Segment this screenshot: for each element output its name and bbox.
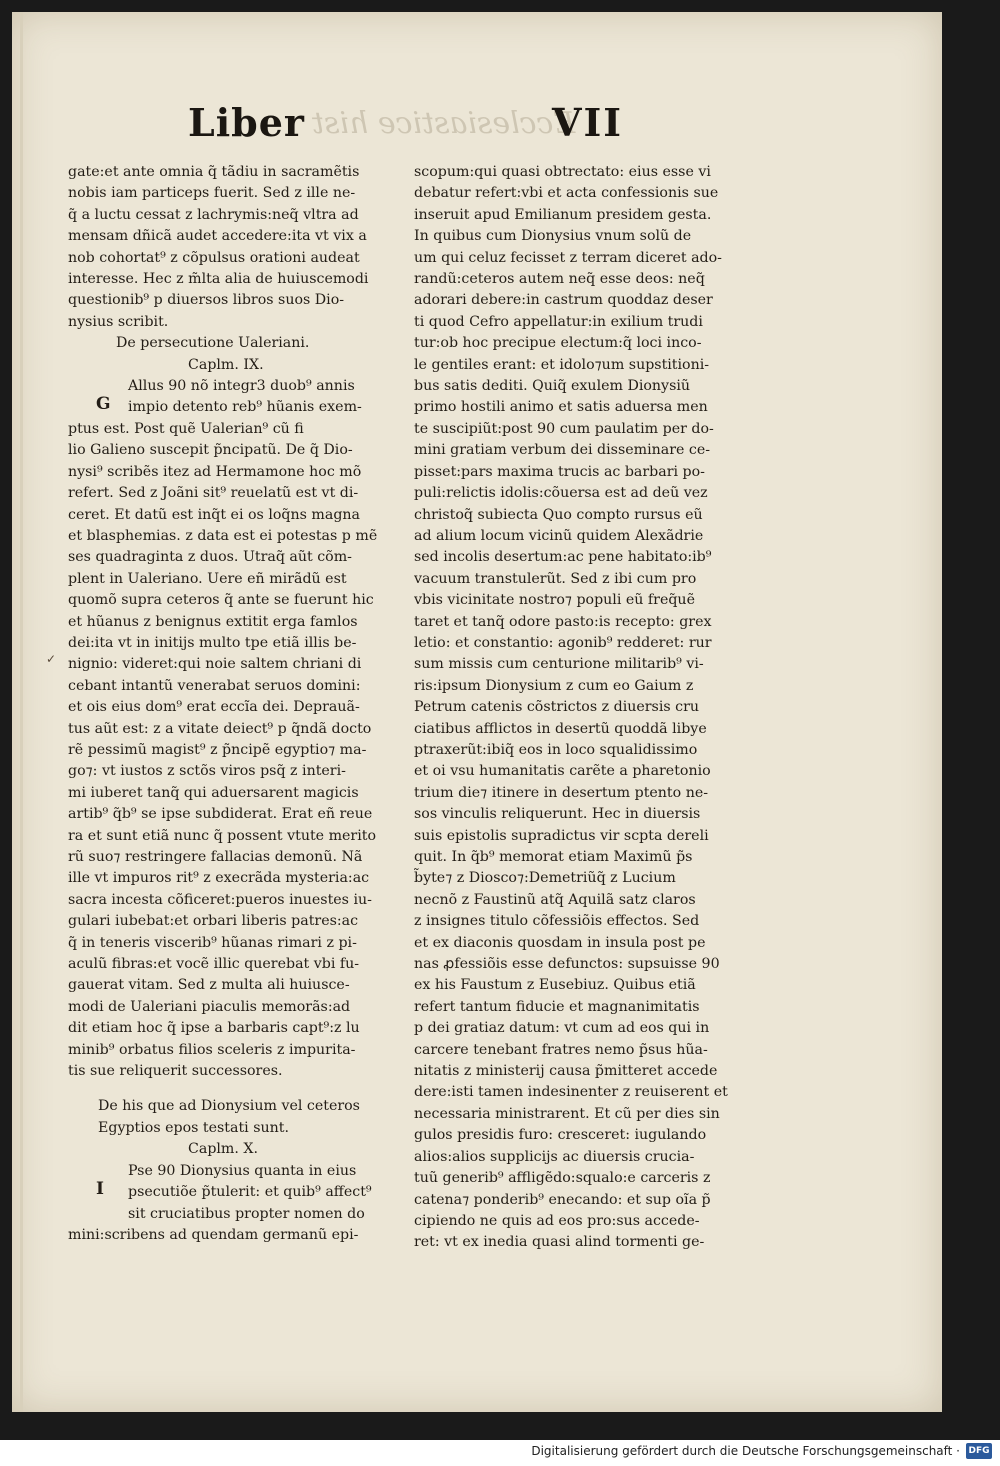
- footer-band: [0, 1440, 1000, 1466]
- text-line: ceret. Et datũ est inq̃t ei os loq̃ns magna: [68, 506, 361, 523]
- text-line: nignio: videret:qui noie saltem chriani di: [68, 656, 362, 673]
- text-line: rẽ pessimũ magist⁹ z p̃ncipẽ egyptio⁊ ma-: [68, 741, 367, 758]
- funding-credit: Digitalisierung gefördert durch die Deutsche Forschungsgemeinschaft ·: [531, 1444, 960, 1458]
- text-line: suis epistolis supradictus vir scpta dereli: [414, 827, 709, 844]
- text-line: Petrum catenis cõstrictos z diuersis cru: [414, 699, 700, 716]
- text-line: taret et tanq̃ odore pasto:is recepto: grex: [414, 613, 712, 630]
- section-heading-valerian: De persecutione Ualeriani.: [116, 335, 310, 352]
- book-page: [12, 12, 942, 1412]
- dfg-logo-icon: DFG: [966, 1443, 992, 1459]
- text-line: ret: vt ex inedia quasi alind tormenti ge-: [414, 1234, 705, 1251]
- text-line: ad alium locum vicinũ quidem Alexãdrie: [414, 527, 704, 544]
- text-line: mensam dñicã audet accedere:ita vt vix a: [68, 228, 367, 245]
- text-line: ciatibus afflictos in desertũ quoddã libye: [414, 720, 707, 737]
- text-line: puli:relictis idolis:cõuersa est ad deũ vez: [414, 485, 708, 502]
- text-line: adorari debere:in castrum quoddaz deser: [414, 292, 713, 309]
- text-line: pisset:pars maxima trucis ac barbari po-: [414, 463, 705, 480]
- show-through-ghost-text: Ecclesiastice hist: [312, 106, 576, 141]
- text-line: nitatis z ministerij causa p̃mitteret accede: [414, 1063, 718, 1080]
- text-line: sum missis cum centurione militarib⁹ vi-: [414, 656, 704, 673]
- chapter-label-ix: Caplm. IX.: [188, 356, 264, 373]
- text-line: quit. In q̃b⁹ memorat etiam Maximũ p̃s: [414, 849, 693, 865]
- text-line: psecutiõe p̃tulerit: et quib⁹ affect⁹: [128, 1184, 372, 1201]
- text-line: sacra incesta cõficeret:pueros inuestes iu-: [68, 891, 372, 908]
- chapter-label-x: Caplm. X.: [188, 1141, 259, 1158]
- text-line: necessaria ministrarent. Et cũ per dies sin: [414, 1105, 720, 1122]
- text-line: b̃yte⁊ z Diosco⁊:Demetriũq̃ z Lucium: [414, 870, 676, 887]
- running-head-right: VII: [552, 100, 624, 145]
- drop-initial-letter: G: [96, 394, 111, 415]
- text-line: nysi⁹ scribẽs itez ad Hermamone hoc mõ: [68, 463, 362, 480]
- text-line: sed incolis desertum:ac pene habitato:ib⁹: [414, 549, 712, 566]
- text-line: mini:scribens ad quendam germanũ epi-: [68, 1226, 359, 1243]
- text-line: artib⁹ q̃b⁹ se ipse subdiderat. Erat eñ reue: [68, 806, 373, 823]
- text-line: primo hostili animo et satis aduersa men: [414, 399, 708, 416]
- text-line: necnõ z Faustinũ atq̃ Aquilã satz claros: [414, 891, 696, 908]
- text-line: cebant intantũ venerabat seruos domini:: [68, 677, 361, 694]
- text-line: mi iuberet tanq̃ qui aduersarent magicis: [68, 784, 359, 801]
- text-line: mini gratiam verbum dei disseminare ce-: [414, 442, 711, 459]
- text-line: refert tantum fiducie et magnanimitatis: [414, 998, 700, 1015]
- text-line: questionib⁹ p diuersos libros suos Dio-: [68, 292, 345, 309]
- text-line: ptus est. Post quẽ Ualerian⁹ cũ fi: [68, 420, 304, 437]
- text-line: sit cruciatibus propter nomen do: [128, 1205, 365, 1222]
- text-line: ti quod Cefro appellatur:in exilium trudi: [414, 313, 703, 330]
- margin-mark: ✓: [46, 652, 57, 666]
- page-gutter: [20, 12, 23, 1412]
- text-line: ille vt impuros rit⁹ z execrãda mysteria:ac: [68, 870, 370, 887]
- text-line: tis sue reliquerit successores.: [68, 1063, 283, 1080]
- text-line: scopum:qui quasi obtrectato: eius esse vi: [414, 164, 711, 180]
- right-column: [414, 162, 754, 1254]
- drop-initial-letter: I: [96, 1178, 104, 1199]
- text-line: tuũ generib⁹ affligẽdo:squalo:e carceris z: [414, 1170, 711, 1187]
- text-line: gate:et ante omnia q̃ tãdiu in sacramẽtis: [68, 164, 360, 180]
- text-line: impio detento reb⁹ hũanis exem-: [128, 399, 362, 416]
- text-line: z insignes titulo cõfessiõis effectos. Sed: [414, 913, 700, 930]
- running-head: [12, 100, 942, 160]
- left-paragraph-3: [68, 1161, 398, 1247]
- text-line: q̃ a luctu cessat z lachrymis:neq̃ vltra ad: [68, 206, 359, 223]
- left-paragraph-2: [68, 376, 398, 1082]
- text-line: De his que ad Dionysium vel ceteros: [98, 1098, 360, 1115]
- text-line: ra et sunt etiã nunc q̃ possent vtute merito: [68, 827, 376, 844]
- text-line: aculũ fibras:et vocẽ illic querebat vbi fu-: [68, 956, 360, 973]
- text-line: et hũanus z benignus extitit erga famlos: [68, 613, 358, 630]
- left-column: [68, 162, 398, 1246]
- text-line: nas ꝓfessiõis esse defunctos: supsuisse 90: [414, 956, 720, 973]
- text-line: lio Galieno suscepit p̃ncipatũ. De q̃ Dio-: [68, 442, 353, 459]
- text-line: ris:ipsum Dionysium z cum eo Gaium z: [414, 677, 694, 694]
- text-line: tur:ob hoc precipue electum:q̃ loci inco-: [414, 335, 702, 352]
- text-line: refert. Sed z Joãni sit⁹ reuelatũ est vt di-: [68, 485, 359, 502]
- text-line: sos vinculis reliquerunt. Hec in diuersis: [414, 806, 701, 823]
- running-head-left: Liber: [188, 100, 305, 145]
- text-line: nysius scribit.: [68, 313, 169, 330]
- section-heading-dionysius: [68, 1096, 398, 1139]
- text-line: letio: et constantio: agonib⁹ redderet: rur: [414, 634, 712, 651]
- text-line: rũ suo⁊ restringere fallacias demonũ. Nã: [68, 849, 363, 865]
- text-line: gauerat vitam. Sed z multa ali̇ huiusce-: [68, 977, 350, 994]
- text-line: plent in Ualeriano. Uere eñ mirãdũ est: [68, 570, 347, 587]
- text-line: dei:ita vt in initijs multo tpe etiã illis be-: [68, 634, 357, 651]
- text-line: alios:alios supplicijs ac diuersis crucia-: [414, 1148, 695, 1165]
- text-line: interesse. Hec z m̃lta alia de huiuscemodi: [68, 271, 369, 288]
- text-line: nobis iam particeps fuerit. Sed z ille ne-: [68, 185, 356, 202]
- text-line: inseruit apud Emilianum presidem gesta.: [414, 206, 712, 223]
- text-line: le gentiles erant: et idolo⁊um supstitioni-: [414, 356, 710, 373]
- text-line: p dei gratiaz datum: vt cum ad eos qui in: [414, 1020, 710, 1037]
- text-line: dere:isti tamen indesinenter z reuiserent et: [414, 1084, 728, 1101]
- text-line: christoq̃ subiecta Quo compto rursus eũ: [414, 506, 703, 523]
- text-line: et blasphemias. z data est ei potestas p mẽ: [68, 527, 378, 544]
- text-line: um qui celuz fecisset z terram diceret ado-: [414, 249, 722, 266]
- text-line: randũ:ceteros autem neq̃ esse deos: neq̃: [414, 271, 705, 288]
- text-line: gulari iubebat:et orbari liberis patres:ac: [68, 913, 359, 930]
- text-line: trium die⁊ itinere in desertum ptento ne-: [414, 784, 709, 801]
- text-line: dit etiam hoc q̃ ipse a barbaris capt⁹:z lu: [68, 1020, 360, 1037]
- text-line: cipiendo ne quis ad eos pro:sus accede-: [414, 1212, 700, 1229]
- text-line: bus satis dediti. Quiq̃ exulem Dionysiũ: [414, 378, 691, 395]
- text-line: et oi vsu humanitatis carẽte a pharetonio: [414, 763, 711, 780]
- text-line: debatur refert:vbi et acta confessionis sue: [414, 185, 719, 202]
- text-line: q̃ in teneris viscerib⁹ hũanas rimari z pi-: [68, 934, 357, 951]
- text-line: et ois eius dom⁹ erat eccĩa dei. Deprauã-: [68, 699, 360, 716]
- text-line: catena⁊ ponderib⁹ enecando: et sup oĩa p̃: [414, 1191, 711, 1208]
- text-line: quomõ supra ceteros q̃ ante se fuerunt hic: [68, 592, 374, 609]
- text-line: tus aũt est: z a vitate deiect⁹ p q̃ndã docto: [68, 720, 372, 737]
- text-line: vbis vicinitate nostro⁊ populi eũ freq̃uẽ: [414, 592, 695, 609]
- text-line: Allus 90 nõ integr3 duob⁹ annis: [128, 378, 355, 395]
- text-line: Pse 90 Dionysius quanta in eius: [128, 1162, 357, 1179]
- text-line: minib⁹ orbatus filios sceleris z impurita-: [68, 1041, 356, 1058]
- text-line: gulos presidis furo: cresceret: iugulando: [414, 1127, 707, 1144]
- text-line: ses quadraginta z duos. Utraq̃ aũt cõm-: [68, 549, 352, 566]
- text-line: te suscipiũt:post 90 cum paulatim per do-: [414, 420, 714, 437]
- text-line: ex his Faustum z Eusebiuz. Quibus etiã: [414, 977, 696, 994]
- text-line: In quibus cum Dionysius vnum solũ de: [414, 228, 692, 245]
- left-paragraph-1: [68, 162, 398, 333]
- text-line: carcere tenebant fratres nemo p̃sus hũa-: [414, 1041, 708, 1058]
- text-line: modi de Ualeriani piaculis memorãs:ad: [68, 998, 351, 1015]
- text-line: Egyptios epos testati sunt.: [98, 1119, 289, 1136]
- text-line: vacuum transtulerũt. Sed z ibi cum pro: [414, 570, 697, 587]
- text-line: et ex diaconis quosdam in insula post pe: [414, 934, 706, 951]
- text-line: ptraxerũt:ibiq̃ eos in loco squalidissimo: [414, 741, 698, 758]
- text-line: go⁊: vt iustos z sctõs viros psq̃ z interi-: [68, 763, 346, 780]
- text-line: nob cohortat⁹ z cõpulsus orationi audeat: [68, 249, 360, 266]
